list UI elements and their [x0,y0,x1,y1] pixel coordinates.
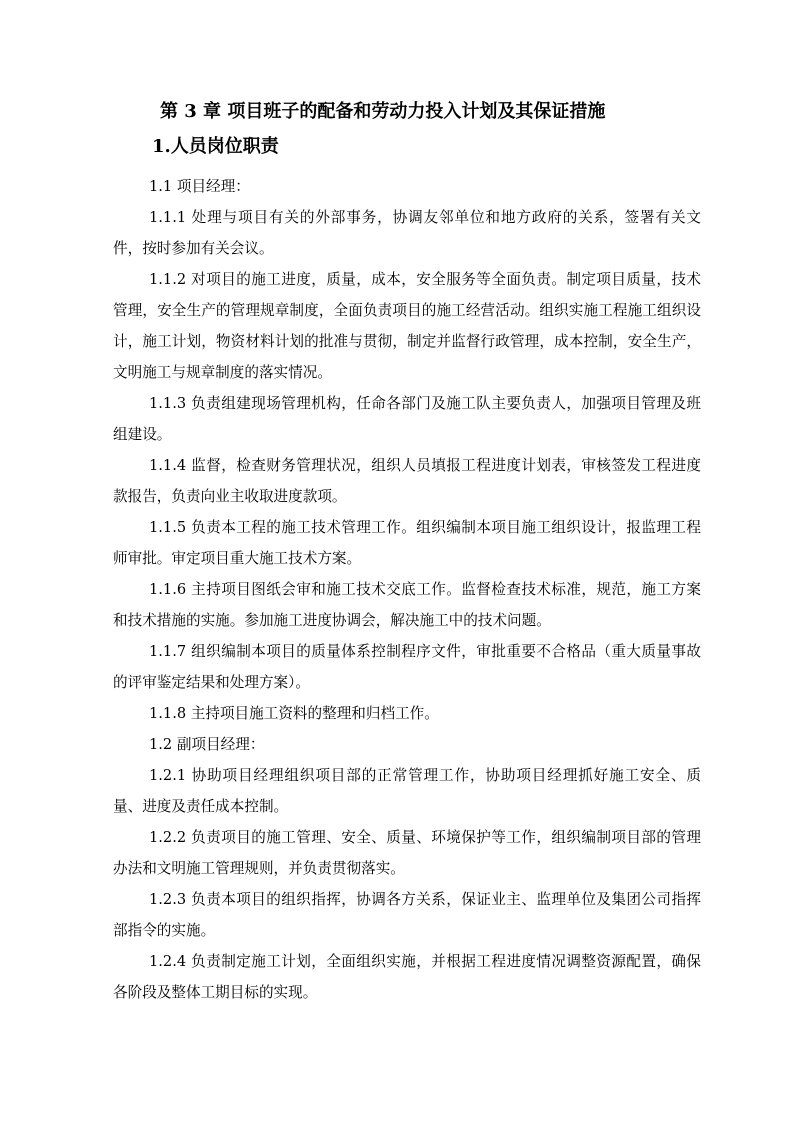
document-body [113,171,701,1008]
paragraph-1-1: 1.1 项目经理： [149,178,250,195]
paragraph-1-1-3: 1.1.3 负责组建现场管理机构，任命各部门及施工队主要负责人，加强项目管理及班组建设。 [113,395,701,443]
paragraph-1-1-8: 1.1.8 主持项目施工资料的整理和归档工作。 [149,705,439,722]
paragraph-1-2: 1.2 副项目经理： [149,736,265,753]
paragraph-1-1-2: 1.1.2 对项目的施工进度，质量，成本，安全服务等全面负责。制定项目质量，技术管理，安全生产的管理规章制度，全面负责项目的施工经营活动。组织实施工程施工组织设计，施工计划，物资材料计划的批准与贯彻，制定并监督行政管理，成本控制，安全生产，文明施工与规章制度的落实情况。 [113,271,701,381]
paragraph-1-1-7: 1.1.7 组织编制本项目的质量体系控制程序文件，审批重要不合格品（重大质量事故的评审鉴定结果和处理方案）。 [113,643,701,691]
paragraph-1-1-1: 1.1.1 处理与项目有关的外部事务，协调友邻单位和地方政府的关系，签署有关文件，按时参加有关会议。 [113,209,701,257]
paragraph-1-1-4: 1.1.4 监督，检查财务管理状况，组织人员填报工程进度计划表，审核签发工程进度款报告，负责向业主收取进度款项。 [113,457,701,505]
section-title: 1.人员岗位职责 [152,136,279,157]
paragraph-1-2-3: 1.2.3 负责本项目的组织指挥，协调各方关系，保证业主、监理单位及集团公司指挥部指令的实施。 [113,891,701,939]
paragraph-1-1-6: 1.1.6 主持项目图纸会审和施工技术交底工作。监督检查技术标准，规范，施工方案和技术措施的实施。参加施工进度协调会，解决施工中的技术问题。 [113,581,701,629]
paragraph-1-1-5: 1.1.5 负责本工程的施工技术管理工作。组织编制本项目施工组织设计，报监理工程师审批。审定项目重大施工技术方案。 [113,519,701,567]
chapter-title: 第 3 章 项目班子的配备和劳动力投入计划及其保证措施 [160,101,606,122]
paragraph-1-2-1: 1.2.1 协助项目经理组织项目部的正常管理工作，协助项目经理抓好施工安全、质量、进度及责任成本控制。 [113,767,701,815]
paragraph-1-2-4: 1.2.4 负责制定施工计划，全面组织实施，并根据工程进度情况调整资源配置，确保各阶段及整体工期目标的实现。 [113,953,701,1001]
paragraph-1-2-2: 1.2.2 负责项目的施工管理、安全、质量、环境保护等工作，组织编制项目部的管理办法和文明施工管理规则，并负责贯彻落实。 [113,829,701,877]
